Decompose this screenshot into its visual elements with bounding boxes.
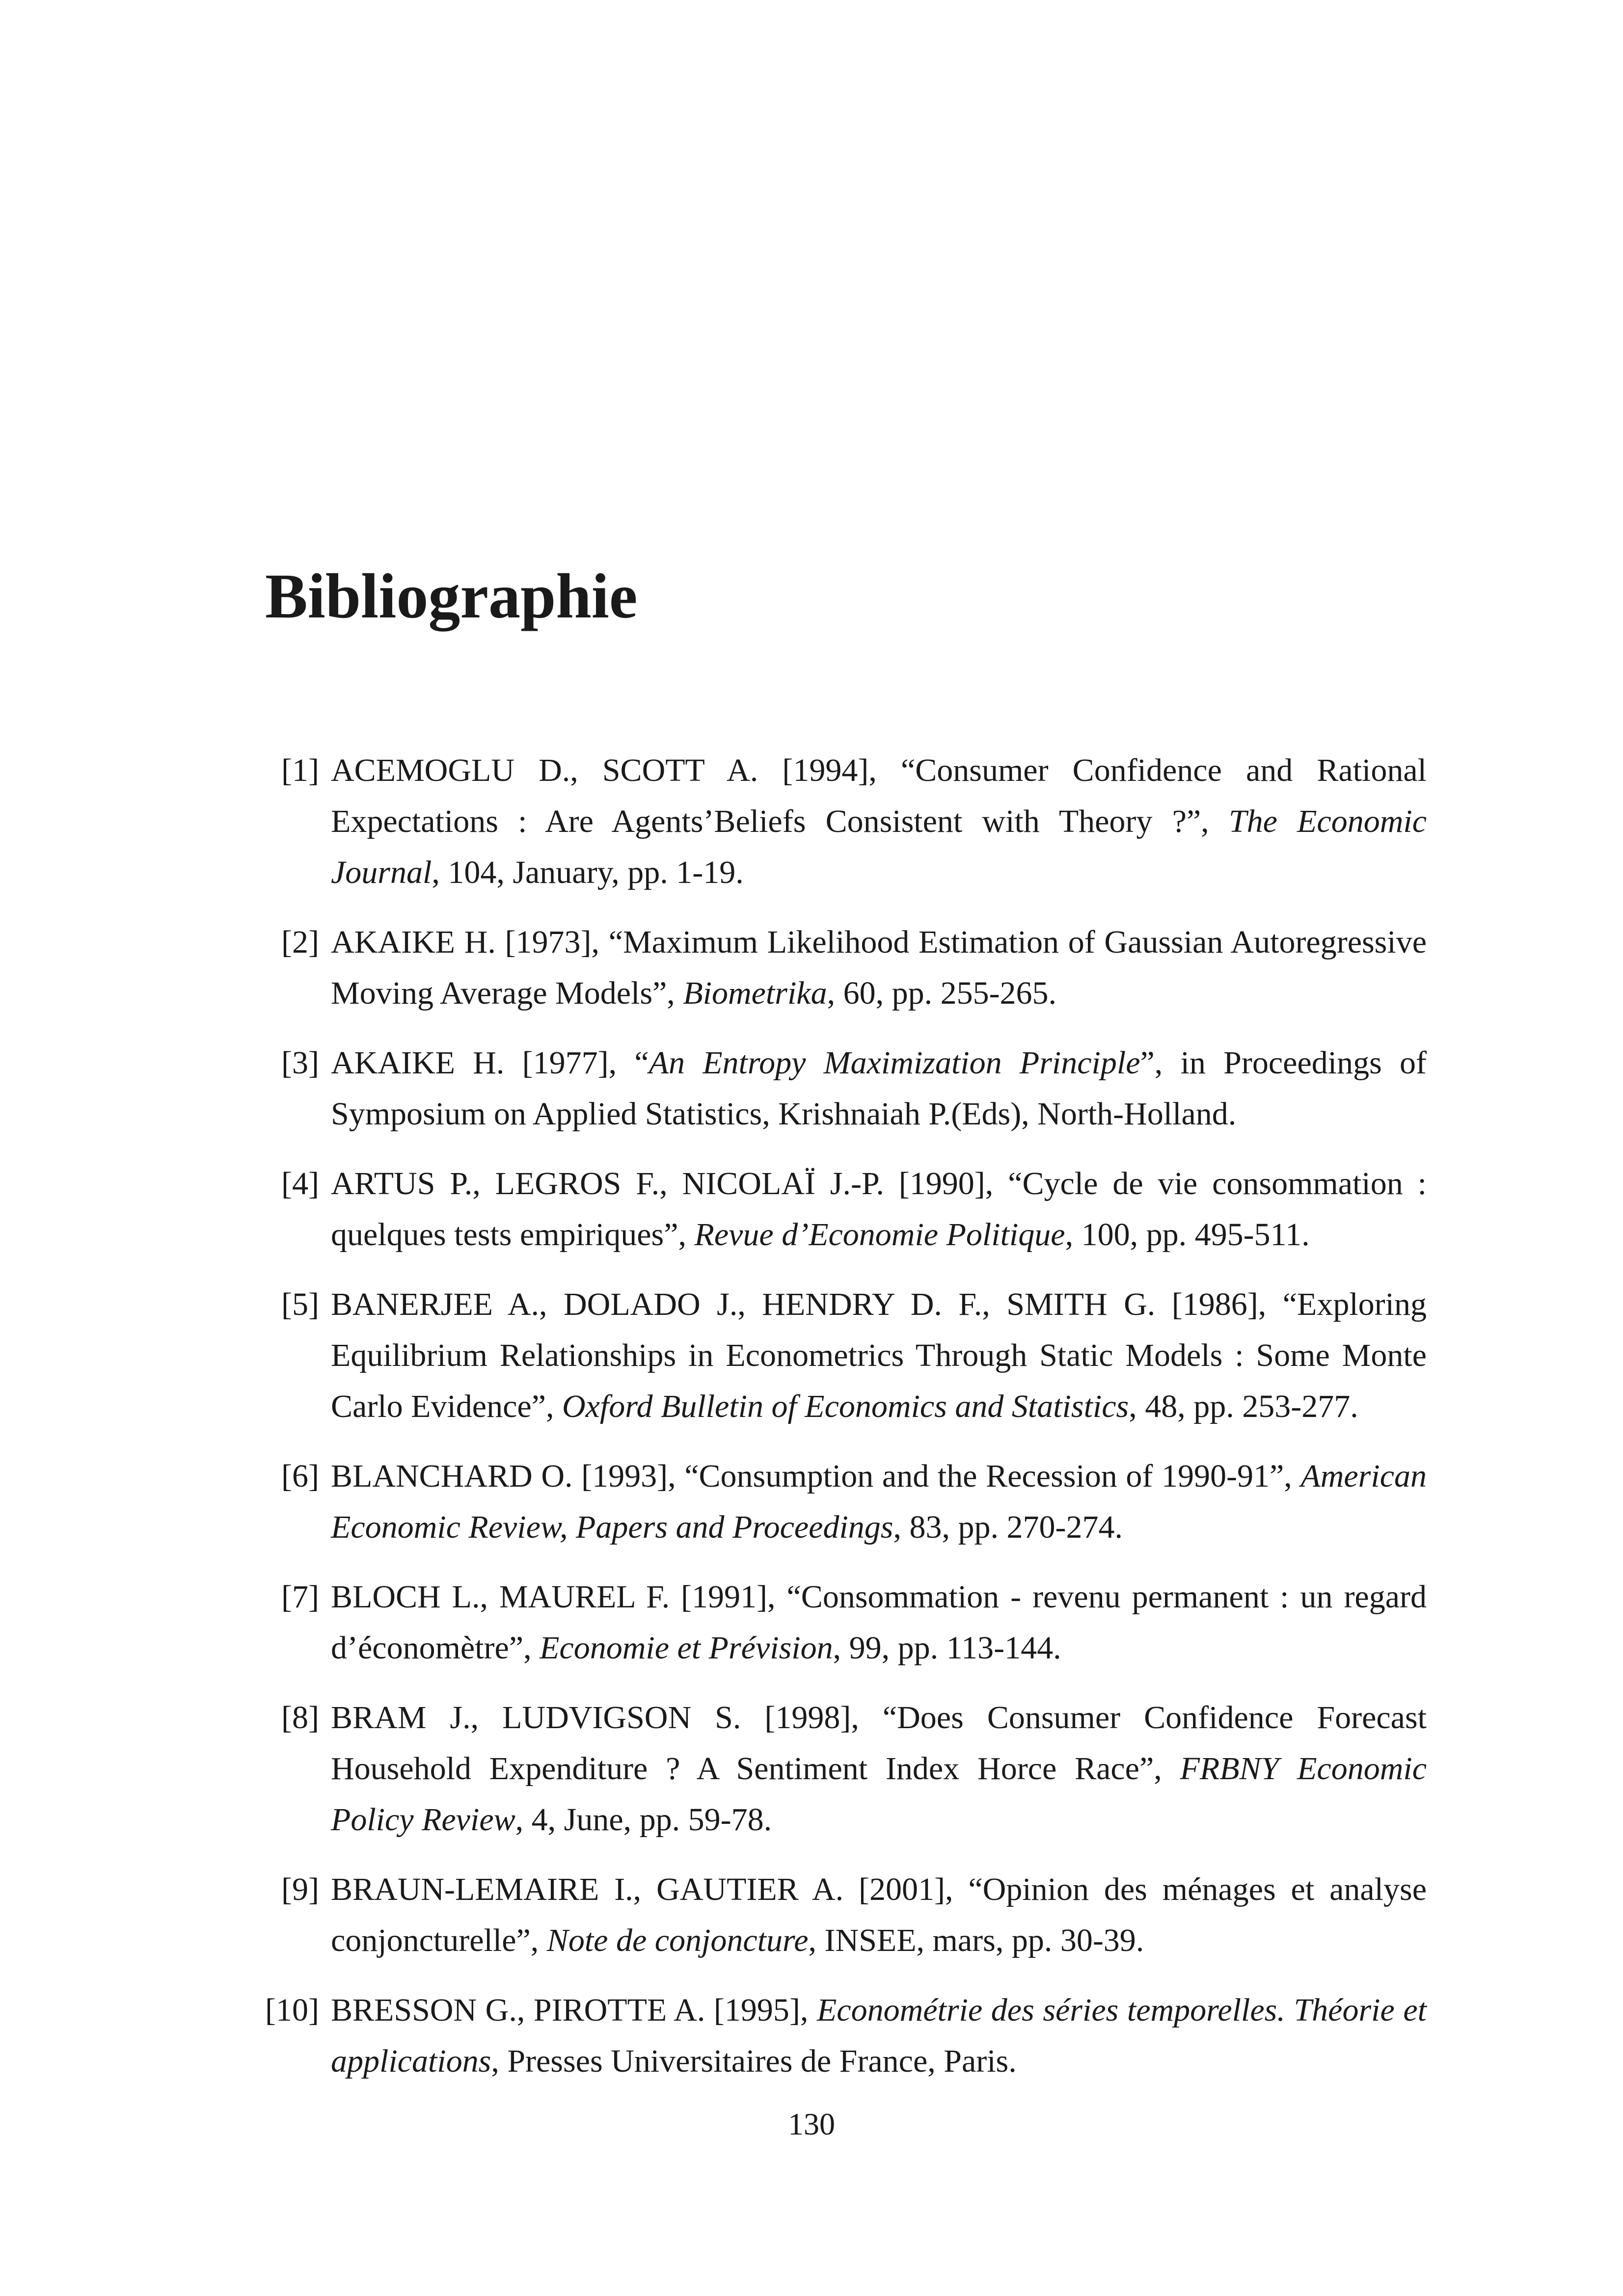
- bibliography-entry: [265, 745, 1427, 898]
- entry-text: [331, 1451, 1427, 1553]
- entry-text: [331, 917, 1427, 1019]
- entry-number: [4]: [281, 1166, 319, 1201]
- entry-text: [331, 1279, 1427, 1432]
- entry-number: [8]: [281, 1700, 319, 1735]
- bibliography-list: [265, 745, 1427, 2106]
- entry-number: [1]: [281, 752, 319, 788]
- entry-text-segment: BRESSON G., PIROTTE A. [1995],: [331, 1992, 817, 2028]
- entry-number: [10]: [265, 1992, 319, 2028]
- entry-text-segment: BRAM J., LUDVIGSON S. [1998], “Does Consumer Confidence Forecast Household Expenditure ? A Sentiment Index Horce Race”,: [331, 1700, 1427, 1787]
- entry-text-segment: , Presses Universitaires de France, Paris.: [491, 2043, 1017, 2079]
- bibliography-entry: [265, 1158, 1427, 1260]
- bibliography-entry: [265, 1572, 1427, 1674]
- entry-italic-segment: Revue d’Economie Politique: [694, 1217, 1065, 1253]
- entry-text: [331, 1572, 1427, 1674]
- page-number: 130: [788, 2107, 835, 2141]
- entry-text-segment: ARTUS P., LEGROS F., NICOLAÏ J.-P. [1990], “Cycle de vie consommation : quelques tests empiriques”,: [331, 1166, 1427, 1253]
- bibliography-entry: [265, 1985, 1427, 2087]
- entry-text-segment: BRAUN-LEMAIRE I., GAUTIER A. [2001], “Opinion des ménages et analyse conjoncturelle”,: [331, 1871, 1427, 1958]
- entry-text: [331, 1038, 1427, 1140]
- entry-text-segment: , 104, January, pp. 1-19.: [432, 854, 744, 890]
- entry-italic-segment: Economie et Prévision: [540, 1630, 833, 1666]
- entry-italic-segment: FRBNY Economic Policy Review: [331, 1751, 1427, 1838]
- entry-text: [331, 1692, 1427, 1845]
- entry-italic-segment: Econométrie des séries temporelles. Théorie et applications: [331, 1992, 1427, 2079]
- entry-italic-segment: American Economic Review, Papers and Proceedings: [331, 1458, 1427, 1545]
- bibliography-entry: [265, 1692, 1427, 1845]
- entry-number: [2]: [281, 924, 319, 960]
- entry-italic-segment: The Economic Journal: [331, 803, 1427, 890]
- bibliography-entry: [265, 1038, 1427, 1140]
- bibliography-entry: [265, 1864, 1427, 1966]
- entry-text-segment: AKAIKE H. [1973], “Maximum Likelihood Estimation of Gaussian Autoregressive Moving Average Models”,: [331, 924, 1427, 1011]
- bibliography-entry: [265, 1451, 1427, 1553]
- entry-text-segment: , 100, pp. 495-511.: [1065, 1217, 1310, 1253]
- entry-text-segment: , INSEE, mars, pp. 30-39.: [808, 1922, 1144, 1958]
- entry-text-segment: , 83, pp. 270-274.: [893, 1509, 1123, 1545]
- entry-text-segment: ”, in Proceedings of Symposium on Applied Statistics, Krishnaiah P.(Eds), North-Holland.: [331, 1045, 1427, 1132]
- entry-text-segment: BLOCH L., MAUREL F. [1991], “Consommation - revenu permanent : un regard d’économètre”,: [331, 1579, 1427, 1666]
- entry-text-segment: , 4, June, pp. 59-78.: [515, 1802, 772, 1838]
- bibliography-entry: [265, 917, 1427, 1019]
- entry-number: [3]: [281, 1045, 319, 1081]
- entry-text-segment: , 48, pp. 253-277.: [1129, 1388, 1358, 1424]
- entry-text-segment: ACEMOGLU D., SCOTT A. [1994], “Consumer Confidence and Rational Expectations : Are Agents’Beliefs Consistent with Theory ?”,: [331, 752, 1427, 839]
- entry-italic-segment: Biometrika: [683, 975, 827, 1011]
- bibliography-entry: [265, 1279, 1427, 1432]
- entry-number: [7]: [281, 1579, 319, 1615]
- entry-italic-segment: Oxford Bulletin of Economics and Statistics: [562, 1388, 1129, 1424]
- entry-text: [331, 1864, 1427, 1966]
- entry-text-segment: BLANCHARD O. [1993], “Consumption and the Recession of 1990-91”,: [331, 1458, 1301, 1494]
- entry-text-segment: BANERJEE A., DOLADO J., HENDRY D. F., SMITH G. [1986], “Exploring Equilibrium Relationships in Econometrics Through Static Models : Some Monte Carlo Evidence”,: [331, 1286, 1427, 1424]
- entry-text: [331, 1985, 1427, 2087]
- entry-number: [5]: [281, 1286, 319, 1322]
- entry-text-segment: , 99, pp. 113-144.: [833, 1630, 1061, 1666]
- entry-number: [6]: [281, 1458, 319, 1494]
- entry-italic-segment: Note de conjoncture: [546, 1922, 809, 1958]
- entry-number: [9]: [281, 1871, 319, 1907]
- entry-text: [331, 745, 1427, 898]
- entry-italic-segment: An Entropy Maximization Principle: [649, 1045, 1140, 1081]
- entry-text-segment: AKAIKE H. [1977], “: [331, 1045, 649, 1081]
- page-title: Bibliographie: [265, 561, 638, 632]
- entry-text-segment: , 60, pp. 255-265.: [827, 975, 1057, 1011]
- entry-text: [331, 1158, 1427, 1260]
